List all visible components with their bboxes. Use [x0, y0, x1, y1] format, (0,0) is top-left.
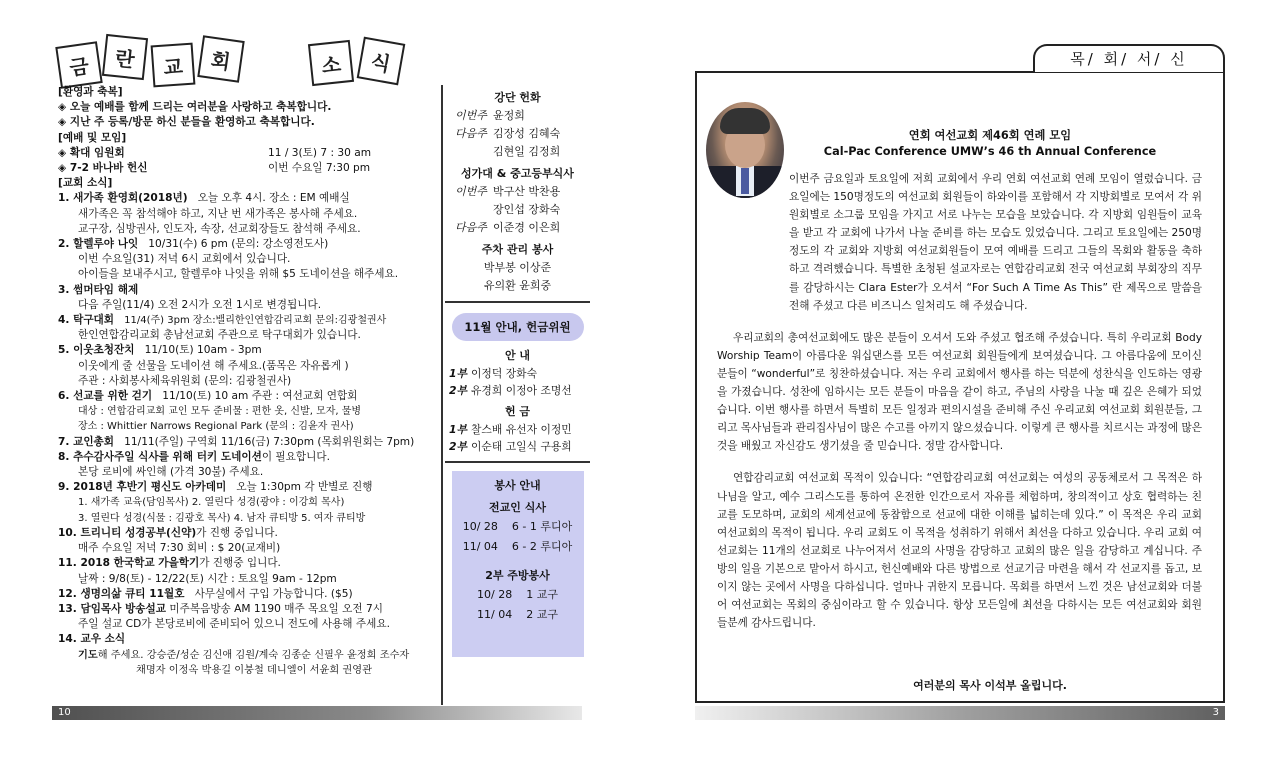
news-detail: 이번 수요일(31) 저녁 6시 교회에서 있습니다.: [78, 253, 291, 266]
news-item: [58, 587, 442, 602]
news-title: 4. 탁구대회: [58, 314, 115, 327]
kitchen-row: [452, 585, 584, 605]
letter-paragraph: 연합감리교회 여선교회 목적이 있습니다: “연합감리교회 여선교회는 여성의 공동체로서 그 목적은 하나님을 알고, 예수 그리스도를 통하여 온전한 인간으로서 자유를 체험하며, 창의적이고 상호 협력하는 친교를 도모하며, 교회의 세계선교에 동참함으로 선교에 대한 이해를 넓히는데 있다.” 이 목적은 우리 교회 여선교회의 목적이 됩니다. 우리 교회도 이 목적을 성취하기 위해서 최선을 다하고 있습니다. 우리 교회 여선교회는 11개의 선교회로 나누어져서 선교의 사명을 감당하고 교회의 많은 일을 감당하고 계십니다. 주방의 일을 기본으로 맡아서 하시고, 헌신예배와 다른 방법으로 선교기금 마련을 해서 각 선교지를 돕고, 보이지 않는 곳에서 사명을 다하십니다. 얼마나 귀한지 모릅니다. 목회를 하면서 느낀 것은 남선교회와 더불어 여선교회는 목회의 중심이라고 할 수 있습니다. 항상 모든일에 최선을 다하시는 모든 여선교회와 회원들분께 감사드립니다.: [717, 472, 1202, 630]
title-char: 식: [357, 37, 406, 86]
news-title: 13. 담임목사 방송설교: [58, 602, 167, 615]
news-info: 사무실에서 구입 가능합니다. ($5): [194, 587, 353, 600]
news-detail: 본당 로비에 싸인해 (가격 30불) 주세요.: [78, 466, 264, 479]
church-news-header: [교회 소식]: [58, 177, 113, 190]
news-title: 7. 교인총회: [58, 435, 115, 448]
article-title: 연회 여선교회 제46회 연례 모임: [908, 129, 1072, 142]
news-info: 미주복음방송 AM 1190 매주 목요일 오전 7시: [169, 602, 383, 615]
service-box: [452, 471, 584, 657]
letter-paragraph: 우리교회의 총여선교회에도 많은 분들이 오셔서 도와 주셨고 협조해 주셨습니다. 특히 우리교회 Body Worship Team이 아름다운 워십댄스를 모든 여선교회 회원들에게 보여셨습니다. 그 아름다움에 모이신 분들이 “wonderful”로 칭찬하셨습니다. 저는 우리 교회에서 행사를 하는 덕분에 성찬식을 인도하는 영광을 가졌습니다. 성찬에 임하시는 모든 분들이 마음을 같이 하고, 주님의 사랑을 나눌 때 깊은 은혜가 되었습니다. 이번 행사를 하면서 특별히 모든 일정과 편의시설을 준비해 주신 우리교회 여선교회 회원분들, 그리고 목사님들과 관리집사님이 많은 수고를 아끼지 않으셨습니다. 이렇게 큰 행사를 치르시는 과정에 많은 것을 배웠고 자신감도 생기셨을 줄 믿습니다. 정말 감사합니다.: [717, 331, 1202, 453]
news-item: [58, 480, 442, 495]
usher-header: 안 내: [504, 349, 531, 362]
pastor-letter: [717, 170, 1202, 646]
news-detail: 3. 열린다 성경(식물 : 김광호 목사) 4. 남자 큐티방 5. 여자 큐티방: [78, 512, 366, 524]
date: 11/ 04: [462, 540, 498, 553]
group: 6 - 2 루디아: [511, 540, 573, 553]
news-item: [58, 632, 442, 647]
photo-hair: [720, 108, 770, 134]
prayer-text: 채명자 이정옥 박용길 이붕철 데니엘이 서윤희 권영관: [136, 664, 372, 676]
part-label: 1부: [449, 423, 467, 436]
news-detail: 한인연합감리교회 총남선교회 주관으로 탁구대회가 있습니다.: [78, 329, 361, 342]
parking-header: 주차 관리 봉사: [481, 243, 554, 256]
title-char: 금: [55, 41, 102, 88]
news-detail: 주일 설교 CD가 본당로비에 준비되어 있으니 전도에 사용해 주세요.: [78, 618, 390, 631]
title-char: 교: [151, 43, 196, 88]
news-item: [58, 389, 442, 404]
offering-row: [445, 125, 590, 143]
news-item: [58, 283, 442, 298]
page-footer: [695, 706, 1225, 720]
divider: [445, 301, 590, 303]
news-title: 3. 썸머타임 해제: [58, 283, 139, 296]
worship-row: [58, 146, 442, 161]
worship-when: 11 / 3(토) 7 : 30 am: [268, 146, 372, 159]
week-label: 다음주: [455, 127, 487, 140]
news-title: 6. 선교를 위한 걷기: [58, 390, 153, 403]
volunteer-column: [445, 85, 590, 657]
names: 찰스배 유선자 이정민: [471, 423, 572, 436]
divider: [445, 461, 590, 463]
names: 이순태 고일식 구용희: [471, 440, 572, 453]
prayer-line: [58, 648, 442, 663]
names: 김장성 김혜숙: [493, 127, 561, 140]
meal-row: [452, 517, 584, 537]
offering-header: 강단 헌화: [494, 91, 541, 104]
news-item: [58, 435, 442, 450]
date: 11/ 04: [477, 608, 513, 621]
kitchen-header: 2부 주방봉사: [485, 569, 550, 582]
news-info: 10/31(수) 6 pm (문의: 강소영전도사): [148, 238, 329, 251]
news-info: 가 진행중 입니다.: [199, 557, 281, 570]
service-header: 봉사 안내: [494, 479, 541, 492]
news-item: [58, 450, 442, 465]
names: 유경희 이정아 조명선: [471, 384, 572, 397]
news-detail: 주관 : 사회봉사체육위원회 (문의: 김광철권사): [78, 374, 292, 387]
news-title: 9. 2018년 후반기 평신도 아카데미: [58, 481, 227, 494]
news-info: 오늘 오후 4시. 장소 : EM 예배실: [197, 192, 350, 205]
news-detail: 대상 : 연합감리교회 교인 모두 준비물 : 편한 옷, 신발, 모자, 물병: [78, 406, 362, 418]
news-info: 11/10(토) 10am - 3pm: [144, 344, 262, 357]
news-info: 오늘 1:30pm 각 반별로 진행: [236, 481, 373, 494]
news-detail: 새가족은 꼭 참석해야 하고, 지난 번 새가족은 봉사해 주세요.: [78, 207, 358, 220]
welcome-line: ◈ 오늘 예배를 함께 드리는 여러분을 사랑하고 축복합니다.: [58, 101, 332, 114]
names: 김현일 김정희: [493, 145, 561, 158]
part-label: 2부: [449, 384, 467, 397]
names: 장인섭 장화숙: [493, 203, 561, 216]
title-char: 회: [197, 35, 244, 82]
article-heading: [800, 128, 1180, 160]
kitchen-row: [452, 605, 584, 625]
choir-header: 성가대 & 중고등부식사: [461, 167, 574, 180]
section-tab-title: 목/ 회/ 서/ 신: [1033, 44, 1225, 72]
news-detail: 교구장, 심방권사, 인도자, 속장, 선교회장들도 참석해 주세요.: [78, 222, 361, 235]
news-info: 이 필요합니다.: [261, 450, 330, 463]
offering-team-row: [445, 438, 590, 455]
column-divider: [441, 85, 443, 705]
title-char: 소: [308, 40, 354, 86]
offering-row: [445, 143, 590, 161]
news-info: 가 진행 중입니다.: [196, 526, 278, 539]
choir-row: [445, 219, 590, 237]
names: 이정덕 장화숙: [471, 367, 538, 380]
names: 윤정희: [493, 109, 525, 122]
group: 6 - 1 루디아: [511, 520, 573, 533]
week-label: [445, 143, 487, 161]
week-label: 이번주: [455, 109, 487, 122]
worship-when: 이번 수요일 7:30 pm: [268, 162, 371, 175]
news-detail: 매주 수요일 저녁 7:30 회비 : $ 20(교재비): [78, 542, 281, 555]
left-page: [0, 0, 600, 777]
news-detail: 아이들을 보내주시고, 할렐루야 나잇을 위해 $5 도네이션을 해주세요.: [78, 268, 399, 281]
prayer-text: 해 주세요. 강승준/성순 김신애 김원/계숙 김종순 신필우 윤정희 조수자: [97, 649, 410, 661]
offering-row: [445, 107, 590, 125]
week-label: 다음주: [455, 221, 487, 234]
page-number: 10: [58, 707, 71, 718]
november-badge: 11월 안내, 헌금위원: [452, 313, 584, 341]
parking-names: 박부봉 이상준: [483, 261, 552, 274]
letter-paragraph: 이번주 금요일과 토요일에 저희 교회에서 우리 연회 여선교회 연례 모임이 열렸습니다. 금요일에는 150명정도의 여선교회 회원들이 하와이를 포함해서 각 지방회별로 모여서 각 위원회별로 소그룹 모임을 가지고 서로 나누는 모습을 보았습니다. 각 지방회 임원들이 교육을 받고 각 교회에 나가서 나눌 준비를 하는 모습도 있었습니다. 그리고 토요일에는 250명정도의 각 교회와 지방회 여선교회원들이 모여 예배를 드리고 그들의 목회와 활동을 축하하고 격려했습니다. 특별한 초청된 설교자로는 연합감리교회 전국 여선교회 부회장의 직무를 감당하시는 Clara Ester가 오셔서 “For Such A Time As This” 란 제목으로 말씀을 전해 주셨고 다른 비즈니스 일처리도 해 주셨습니다.: [789, 173, 1202, 312]
news-title: 5. 이웃초청잔치: [58, 344, 135, 357]
right-page: [640, 0, 1280, 777]
news-title: 2. 할렐루야 나잇: [58, 238, 139, 251]
article-subtitle: Cal-Pac Conference UMW’s 46 th Annual Conference: [823, 145, 1157, 158]
week-label: [445, 201, 487, 219]
meal-header: 전교인 식사: [489, 501, 546, 514]
news-title: 12. 생명의삶 큐티 11월호: [58, 587, 185, 600]
part-label: 1부: [449, 367, 467, 380]
news-title: 1. 새가족 환영회(2018년): [58, 192, 188, 205]
welcome-line: ◈ 지난 주 등록/방문 하신 분들을 환영하고 축복합니다.: [58, 116, 315, 129]
news-info: 11/4(주) 3pm 장소:밸리한인연합감리교회 문의:김광철권사: [124, 315, 387, 327]
choir-row: [445, 201, 590, 219]
choir-row: [445, 183, 590, 201]
worship-name: ◈ 확대 임원회: [58, 146, 125, 159]
group: 2 교구: [526, 608, 558, 621]
news-detail: 날짜 : 9/8(토) - 12/22(토) 시간 : 토요일 9am - 12pm: [78, 572, 337, 585]
page-number: 3: [1212, 707, 1219, 718]
news-item: [58, 556, 442, 571]
week-label: 이번주: [455, 185, 487, 198]
news-info: 11/10(토) 10 am 주관 : 여선교회 연합회: [162, 390, 358, 403]
news-title: 14. 교우 소식: [58, 633, 126, 646]
news-item: [58, 191, 442, 206]
news-title: 8. 추수감사주일 식사를 위해 터키 도네이션: [58, 450, 262, 463]
news-title: 11. 2018 한국학교 가을학기: [58, 557, 200, 570]
news-title: 10. 트리니티 성경공부(신약): [58, 526, 197, 539]
news-detail: 다음 주일(11/4) 오전 2시가 오전 1시로 변경됩니다.: [78, 298, 322, 311]
names: 이준경 이은희: [493, 221, 561, 234]
meal-row: [452, 537, 584, 557]
news-detail: 장소 : Whittier Narrows Regional Park (문의 : 김윤자 권사): [78, 421, 354, 433]
news-item: [58, 237, 442, 252]
part-label: 2부: [449, 440, 467, 453]
news-item: [58, 526, 442, 541]
names: 박구산 박찬용: [493, 185, 561, 198]
worship-header: [예배 및 모임]: [58, 131, 127, 144]
news-info: 11/11(주일) 구역회 11/16(금) 7:30pm (목회위원회는 7pm): [124, 435, 415, 448]
worship-row: [58, 161, 442, 176]
group: 1 교구: [526, 588, 558, 601]
date: 10/ 28: [477, 588, 513, 601]
page-footer: [52, 706, 582, 720]
usher-row: [445, 365, 590, 382]
offering-team-header: 헌 금: [504, 405, 531, 418]
usher-row: [445, 382, 590, 399]
pastor-signature: 여러분의 목사 이석부 올립니다.: [913, 679, 1067, 692]
worship-name: ◈ 7-2 바나바 헌신: [58, 162, 148, 175]
news-detail: 1. 새가족 교육(담임목사) 2. 열린다 성경(광야 : 이강희 목사): [78, 497, 345, 509]
news-item: [58, 602, 442, 617]
news-item: [58, 313, 442, 328]
news-column: [58, 85, 442, 678]
news-detail: 이웃에게 줄 선물을 도네이션 해 주세요.(품목은 자유롭게 ): [78, 359, 349, 372]
title-char: 란: [102, 34, 148, 80]
prayer-label: 기도: [78, 649, 98, 661]
news-item: [58, 343, 442, 358]
date: 10/ 28: [462, 520, 498, 533]
parking-names: 유의환 윤희중: [483, 279, 552, 292]
welcome-header: [환영과 축복]: [58, 86, 123, 98]
offering-team-row: [445, 421, 590, 438]
